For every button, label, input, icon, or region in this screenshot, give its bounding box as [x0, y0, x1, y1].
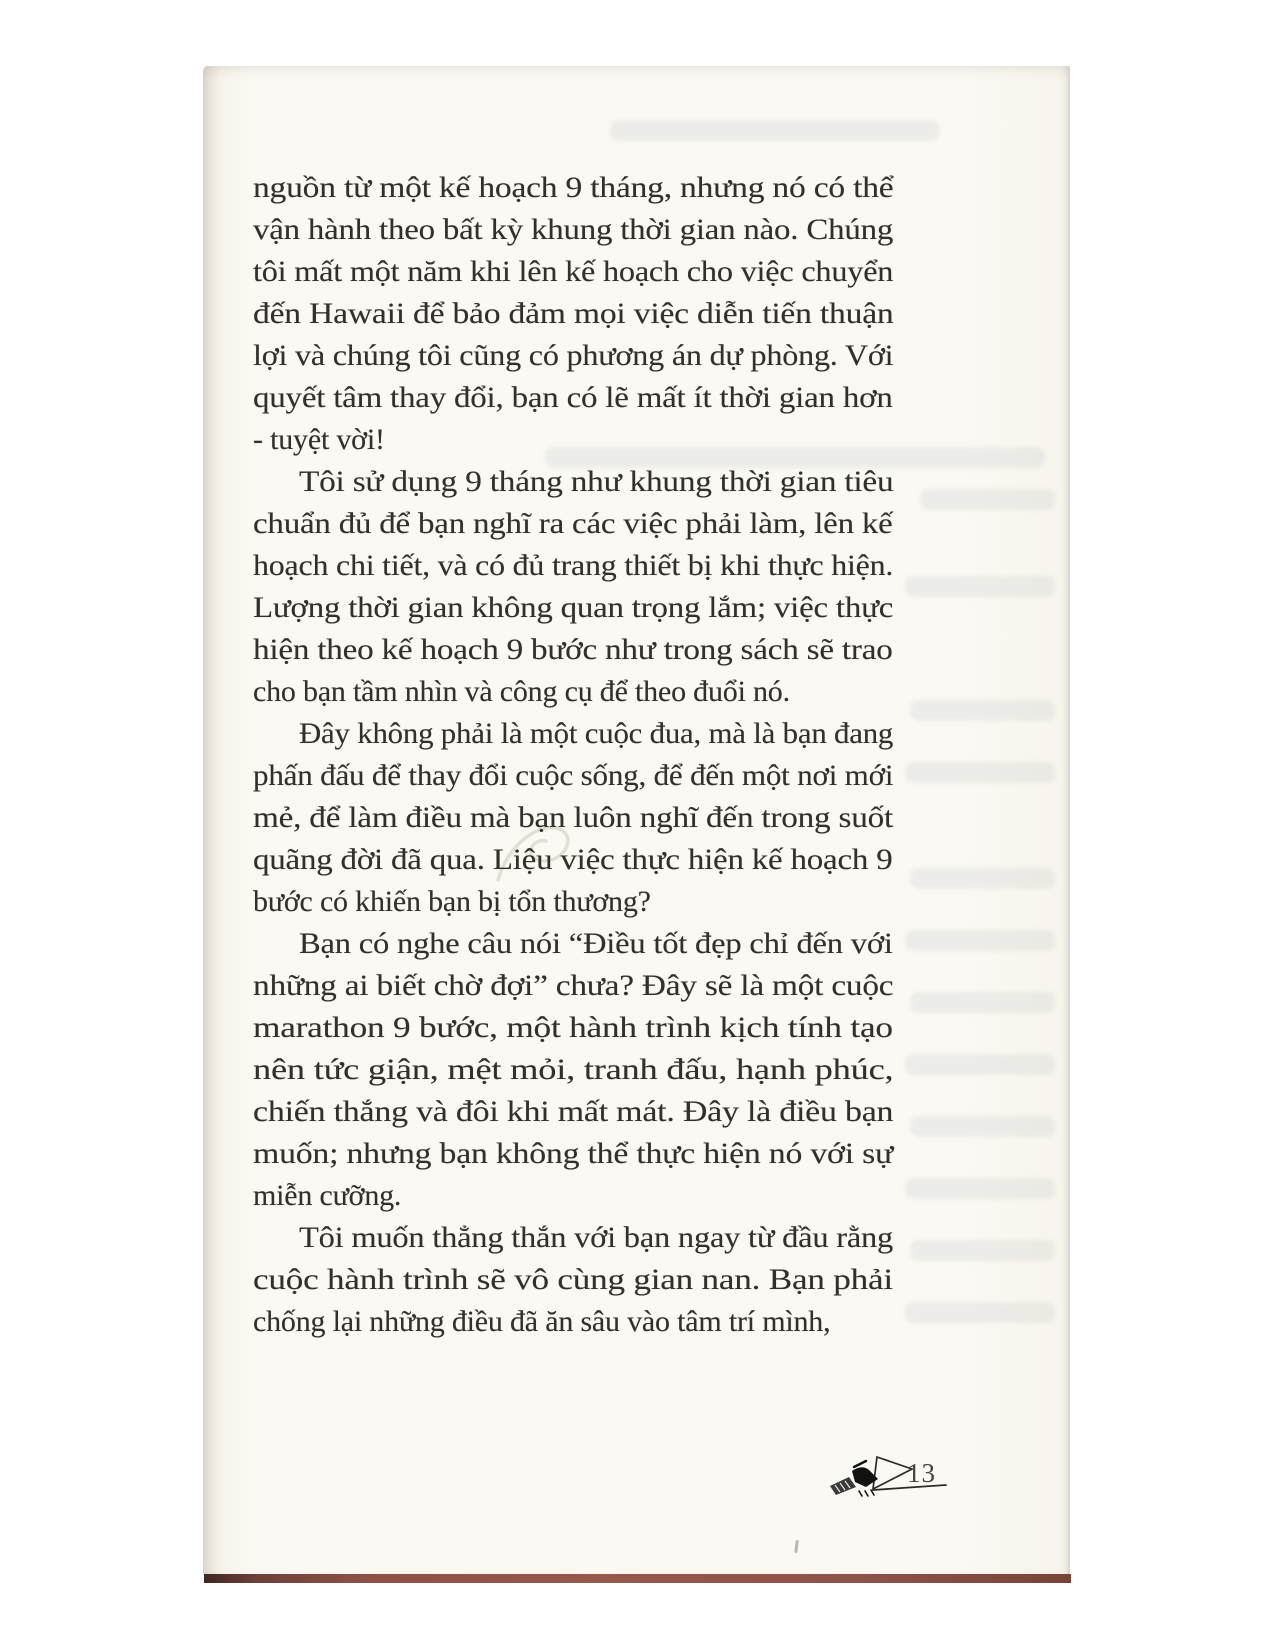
page-footer [823, 1444, 1003, 1504]
bleedthrough-line [910, 868, 1055, 889]
bleedthrough-line [905, 1178, 1055, 1199]
text-line: chống lại những điều đã ăn sâu vào tâm trí mình, [253, 1305, 831, 1338]
bleedthrough-line [910, 1240, 1055, 1261]
text-line: muốn; nhưng bạn không thể thực hiện nó với sự [253, 1137, 894, 1170]
text-line: phấn đấu để thay đổi cuộc sống, để đến một nơi mới [253, 759, 894, 792]
text-line: tôi mất một năm khi lên kế hoạch cho việc chuyển [253, 255, 894, 288]
bleedthrough-line [905, 1054, 1055, 1075]
bleedthrough-line [910, 1116, 1055, 1137]
bleedthrough-line [905, 576, 1055, 597]
text-line: chiến thắng và đôi khi mất mát. Đây là điều bạn [253, 1095, 894, 1128]
text-line: marathon 9 bước, một hành trình kịch tính tạo [253, 1011, 893, 1044]
text-line: đến Hawaii để bảo đảm mọi việc diễn tiến thuận [253, 297, 894, 330]
runner-doodle-icon [828, 1452, 963, 1500]
text-line: Bạn có nghe câu nói “Điều tốt đẹp chỉ đến với [299, 927, 893, 960]
text-line: cho bạn tầm nhìn và công cụ để theo đuổi nó. [253, 675, 790, 708]
page-number: 13 [907, 1458, 936, 1488]
text-line: miễn cưỡng. [253, 1179, 402, 1212]
text-line: hiện theo kế hoạch 9 bước như trong sách sẽ trao [253, 633, 893, 666]
text-line: - tuyệt vời! [253, 423, 385, 456]
bleedthrough-line [610, 120, 940, 141]
bleedthrough-line [905, 1302, 1055, 1323]
text-line: hoạch chi tiết, và có đủ trang thiết bị khi thực hiện. [253, 549, 894, 582]
text-line: Đây không phải là một cuộc đua, mà là bạn đang [299, 717, 894, 750]
bleedthrough-line [920, 489, 1055, 510]
text-line: nên tức giận, mệt mỏi, tranh đấu, hạnh phúc, [253, 1053, 894, 1086]
text-line: cuộc hành trình sẽ vô cùng gian nan. Bạn phải [253, 1263, 893, 1296]
text-line: quyết tâm thay đổi, bạn có lẽ mất ít thời gian hơn [253, 381, 893, 414]
text-line: Tôi sử dụng 9 tháng như khung thời gian tiêu [299, 465, 894, 498]
text-line: những ai biết chờ đợi” chưa? Đây sẽ là một cuộc [253, 969, 894, 1002]
page-text [253, 167, 893, 1343]
book-cover-edge [204, 1574, 1071, 1583]
book-page [203, 66, 1070, 1574]
text-line: nguồn từ một kế hoạch 9 tháng, nhưng nó có thể [253, 171, 894, 204]
dust-speck [794, 1540, 799, 1553]
text-line: lợi và chúng tôi cũng có phương án dự phòng. Với [253, 339, 894, 372]
bleedthrough-line [910, 992, 1055, 1013]
bleedthrough-line [905, 762, 1055, 783]
text-line: Tôi muốn thẳng thắn với bạn ngay từ đầu rằng [299, 1221, 894, 1254]
text-line: mẻ, để làm điều mà bạn luôn nghĩ đến trong suốt [253, 801, 894, 834]
text-line: chuẩn đủ để bạn nghĩ ra các việc phải làm, lên kế [253, 507, 893, 540]
bleedthrough-line [910, 700, 1055, 721]
text-line: vận hành theo bất kỳ khung thời gian nào. Chúng [253, 213, 894, 246]
text-line: quãng đời đã qua. Liệu việc thực hiện kế hoạch 9 [253, 843, 893, 876]
bleedthrough-line [905, 930, 1055, 951]
text-line: bước có khiến bạn bị tổn thương? [253, 885, 651, 918]
text-line: Lượng thời gian không quan trọng lắm; việc thực [253, 591, 894, 624]
